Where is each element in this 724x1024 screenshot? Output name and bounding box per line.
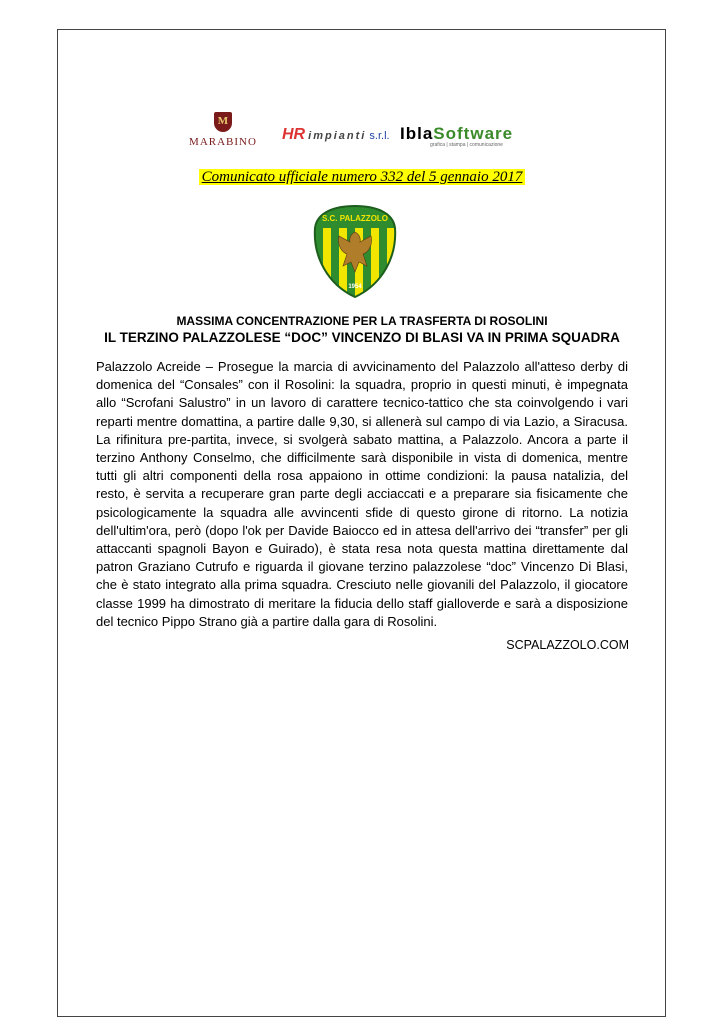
headline (90, 314, 634, 345)
source-credit: SCPALAZZOLO.COM (506, 638, 629, 652)
marabino-crest-icon: M (214, 112, 232, 132)
svg-text:1954: 1954 (348, 284, 362, 290)
hr-impianti-logo: HR impianti s.r.l. (282, 126, 390, 143)
marabino-name: MARABINO (189, 136, 257, 148)
article-body: Palazzolo Acreide – Prosegue la marcia di avvicinamento del Palazzolo all'atteso derby di domenica del “Consales” con il Rosolini: la squadra, proprio in questi minuti, è impegnata allo “Scrofani Salustro” in un lavoro di carattere tecnico-tattico che sta coinvolgendo i vari reparti mentre domattina, a partire dalle 9,30, si allenerà sul campo di via Lazio, a Siracusa. La rifinitura pre-partita, invece, si svolgerà sabato mattina, a Palazzolo. Ancora a parte il terzino Anthony Conselmo, che difficilmente sarà disponibile in vista di domenica, mentre tutti gli altri componenti della rosa appaiono in ottime condizioni: la pausa natalizia, del resto, è servita a recuperare gran parte degli acciaccati e a preparare sia fisicamente che psicologicamente la squadra alle avvincenti sfide di questo girone di ritorno. La notizia dell'ultim'ora, però (dopo l'ok per Davide Baiocco ed in attesa dell'arrivo dei “transfer” per gli attaccanti spagnoli Bayon e Guirado), è stata resa nota questa mattina direttamente dal patron Graziano Cutrufo e riguarda il giovane terzino palazzolese “doc” Vincenzo Di Blasi, che è stato integrato alla prima squadra. Cresciuto nelle giovanili del Palazzolo, il giocatore classe 1999 ha dimostrato di meritare la fiducia dello staff gialloverde e sarà a disposizione del tecnico Pippo Strano già a partire dalla gara di Rosolini. (96, 359, 628, 629)
svg-text:S.C. PALAZZOLO: S.C. PALAZZOLO (321, 214, 389, 223)
ibla-software-logo: IblaSoftware grafica | stampa | comunicazione (400, 124, 514, 148)
headline-line-1: MASSIMA CONCENTRAZIONE PER LA TRASFERTA DI ROSOLINI (176, 314, 548, 328)
headline-line-2: IL TERZINO PALAZZOLESE “DOC” VINCENZO DI BLASI VA IN PRIMA SQUADRA (104, 330, 620, 345)
club-crest-icon (313, 204, 397, 299)
sponsor-logos (0, 112, 724, 152)
marabino-logo (188, 112, 258, 152)
communique-title: Comunicato ufficiale numero 332 del 5 gennaio 2017 (0, 168, 724, 186)
